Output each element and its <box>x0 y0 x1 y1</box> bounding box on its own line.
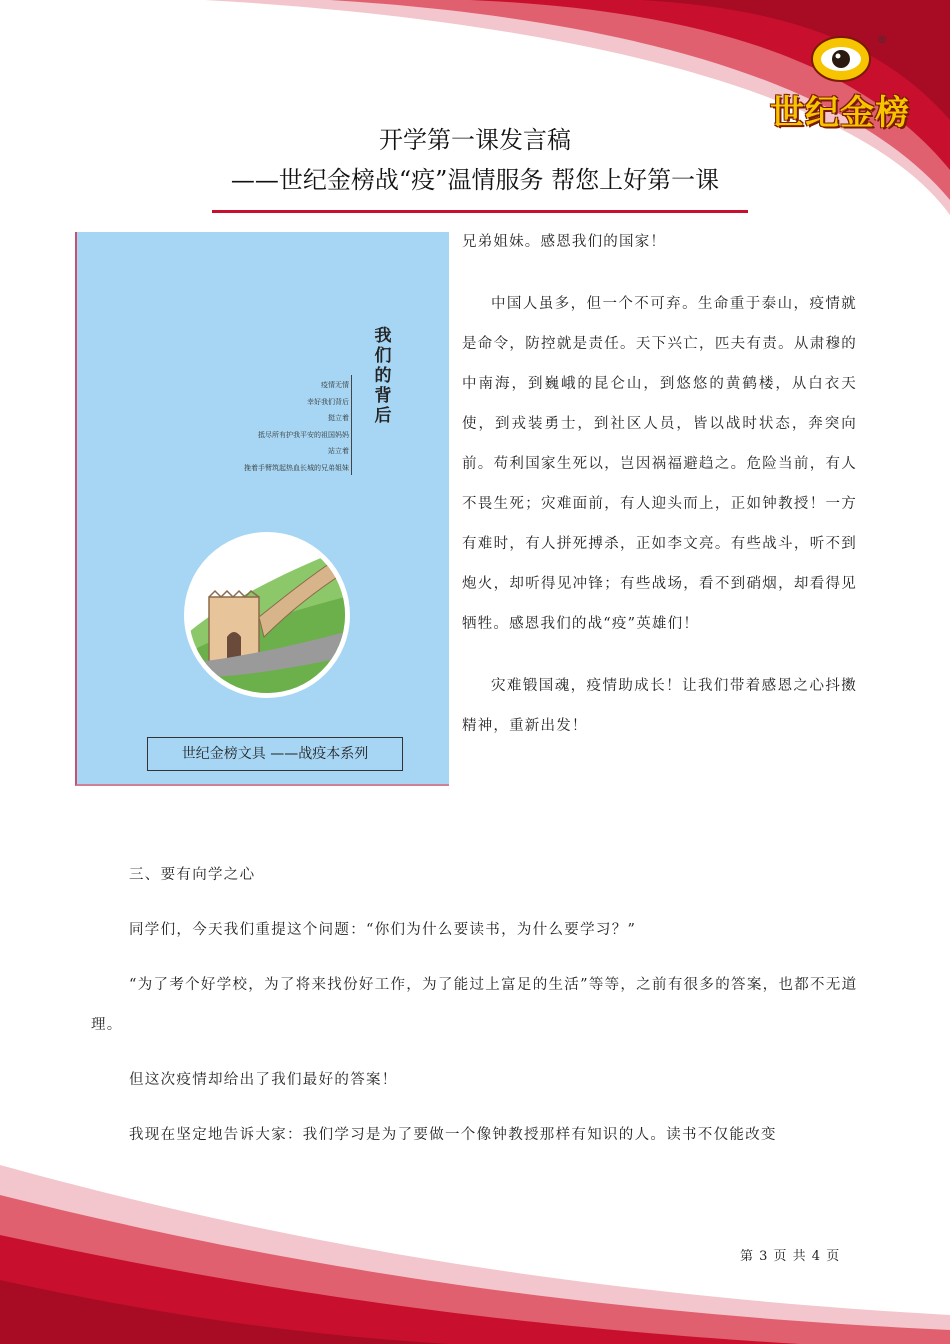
brand-logo <box>765 35 915 133</box>
great-wall-illustration <box>184 532 350 698</box>
cover-poem-line: 挺立着 <box>328 414 349 422</box>
cover-poem-line: 抵尽所有护我平安的祖国妈妈 <box>258 430 349 439</box>
paragraph: 但这次疫情却给出了我们最好的答案！ <box>129 1072 398 1088</box>
right-column-text <box>462 222 857 746</box>
page-number: 第 3 页 共 4 页 <box>740 1249 841 1264</box>
notebook-cover-image <box>75 232 449 786</box>
paragraph: 同学们，今天我们重提这个问题：“你们为什么要读书，为什么要学习？” <box>129 922 637 938</box>
body-text <box>91 855 861 1155</box>
logo-eye-icon <box>810 35 872 83</box>
logo-registered-mark: ® <box>877 35 887 46</box>
cover-poem-line: 站立着 <box>328 447 349 455</box>
paragraph: 灾难锻国魂，疫情助成长！让我们带着感恩之心抖擞精神，重新出发！ <box>462 678 857 734</box>
paragraph: “为了考个好学校，为了将来找份好工作，为了能过上富足的生活”等等，之前有很多的答案，也都不无道理。 <box>91 977 858 1033</box>
paragraph: 兄弟姐妹。感恩我们的国家！ <box>462 234 667 250</box>
page-subtitle: ——世纪金榜战“疫”温情服务 帮您上好第一课 <box>230 166 720 194</box>
paragraph: 我现在坚定地告诉大家：我们学习是为了要做一个像钟教授那样有知识的人。读书不仅能改变 <box>129 1127 777 1143</box>
cover-poem <box>244 377 349 476</box>
cover-banner: 世纪金榜文具 ——战疫本系列 <box>147 737 403 771</box>
cover-poem-line: 幸好我们背后 <box>307 397 349 406</box>
cover-poem-line: 疫情无情 <box>321 381 349 389</box>
paragraph: 中国人虽多，但一个不可弃。生命重于泰山，疫情就是命令，防控就是责任。天下兴亡，匹夫有责。从肃穆的中南海，到巍峨的昆仑山，到悠悠的黄鹤楼，从白衣天使，到戎装勇士，到社区人员，皆以战时状态，奔突向前。苟利国家生死以，岂因祸福避趋之。危险当前，有人不畏生死；灾难面前，有人迎头而上，正如钟教授！一方有难时，有人拼死搏杀，正如李文亮。有些战斗，听不到炮火，却听得见冲锋；有些战场，看不到硝烟，却看得见牺牲。感恩我们的战“疫”英雄们！ <box>462 296 857 632</box>
cover-poem-line: 挽着手臂筑起热血长城的兄弟姐妹 <box>244 463 349 472</box>
cover-divider <box>351 375 352 475</box>
logo-text: 世纪金榜 <box>770 93 910 133</box>
page-title: 开学第一课发言稿 <box>379 126 571 154</box>
title-divider <box>212 210 748 213</box>
section-heading: 三、要有向学之心 <box>129 867 256 883</box>
cover-vertical-title: 我们的背后 <box>374 326 392 426</box>
